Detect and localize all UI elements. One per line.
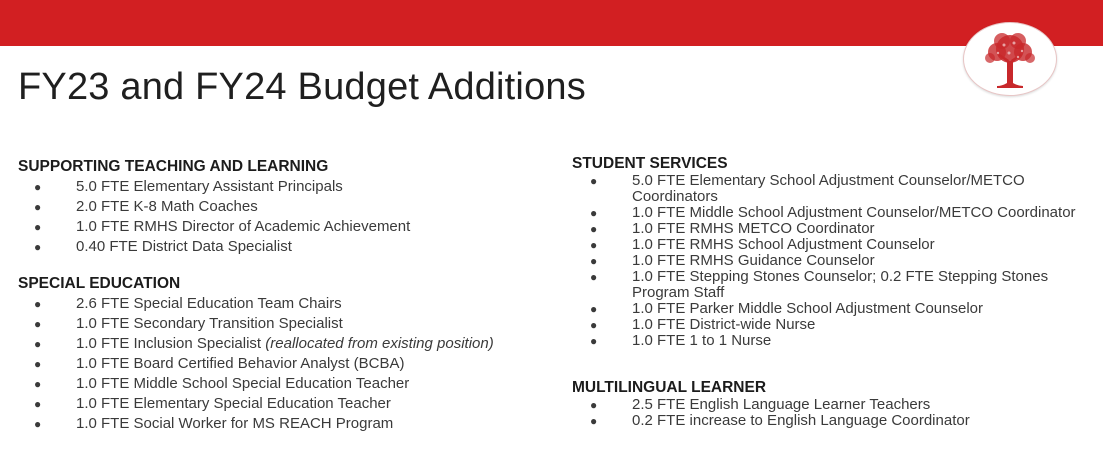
bullet-icon: ● [590,334,598,348]
bullet-icon: ● [34,180,42,194]
list-item: ● 1.0 FTE Stepping Stones Counselor; 0.2 FTE Stepping Stones Program Staff [590,268,1049,301]
list-item: ● 1.0 FTE District-wide Nurse [590,316,816,333]
bullet-icon: ● [590,238,598,252]
special-education-list [18,294,558,434]
list-item: ● 1.0 FTE Middle School Special Education Teacher [34,375,410,392]
bullet-icon: ● [590,222,598,236]
list-item: ● 5.0 FTE Elementary School Adjustment Counselor/METCO Coordinators [590,172,1025,205]
bullet-icon: ● [34,337,42,351]
bullet-icon: ● [34,220,42,234]
left-column [18,158,558,434]
list-item: ● 0.2 FTE increase to English Language Coordinator [590,412,970,429]
bullet-icon: ● [590,254,598,268]
bullet-icon: ● [34,377,42,391]
section-heading-supporting-teaching: SUPPORTING TEACHING AND LEARNING [18,158,329,175]
bullet-icon: ● [34,397,42,411]
supporting-teaching-list [18,177,558,257]
bullet-icon: ● [34,240,42,254]
list-item: ● 1.0 FTE Social Worker for MS REACH Program [34,415,394,432]
list-item: ● 0.40 FTE District Data Specialist [34,238,292,255]
right-column [572,155,1097,429]
list-item: ● 1.0 FTE 1 to 1 Nurse [590,332,772,349]
bullet-icon: ● [34,200,42,214]
list-item: ● 1.0 FTE Board Certified Behavior Analyst (BCBA) [34,355,405,372]
bullet-icon: ● [590,302,598,316]
multilingual-learner-list [572,397,1097,429]
section-heading-student-services: STUDENT SERVICES [572,155,728,172]
header-bar [0,0,1103,46]
list-item: ● 1.0 FTE Inclusion Specialist (reallocated from existing position) [34,335,494,352]
bullet-icon: ● [34,317,42,331]
list-item: ● 1.0 FTE RMHS Guidance Counselor [590,252,875,269]
list-item: ● 1.0 FTE RMHS School Adjustment Counselor [590,236,935,253]
list-item: ● 1.0 FTE RMHS Director of Academic Achievement [34,218,411,235]
bullet-icon: ● [590,206,598,220]
bullet-icon: ● [34,357,42,371]
page-title: FY23 and FY24 Budget Additions [18,66,586,108]
bullet-icon: ● [34,297,42,311]
bullet-icon: ● [590,318,598,332]
bullet-icon: ● [590,174,598,188]
item-note: (reallocated from existing position) [265,335,494,352]
list-item: ● 2.6 FTE Special Education Team Chairs [34,295,342,312]
bullet-icon: ● [34,417,42,431]
student-services-list [572,173,1097,349]
list-item: ● 5.0 FTE Elementary Assistant Principals [34,178,343,195]
list-item: ● 1.0 FTE Elementary Special Education Teacher [34,395,391,412]
section-heading-special-education: SPECIAL EDUCATION [18,275,181,292]
list-item: ● 1.0 FTE Parker Middle School Adjustment Counselor [590,300,983,317]
list-item: ● 1.0 FTE RMHS METCO Coordinator [590,220,875,237]
list-item: ● 1.0 FTE Middle School Adjustment Counselor/METCO Coordinator [590,204,1076,221]
section-heading-multilingual-learner: MULTILINGUAL LEARNER [572,379,767,396]
tree-logo-icon [963,22,1057,96]
list-item: ● 1.0 FTE Secondary Transition Specialist [34,315,343,332]
bullet-icon: ● [590,398,598,412]
list-item: ● 2.0 FTE K-8 Math Coaches [34,198,258,215]
bullet-icon: ● [590,414,598,428]
bullet-icon: ● [590,270,598,284]
list-item: ● 2.5 FTE English Language Learner Teachers [590,396,931,413]
